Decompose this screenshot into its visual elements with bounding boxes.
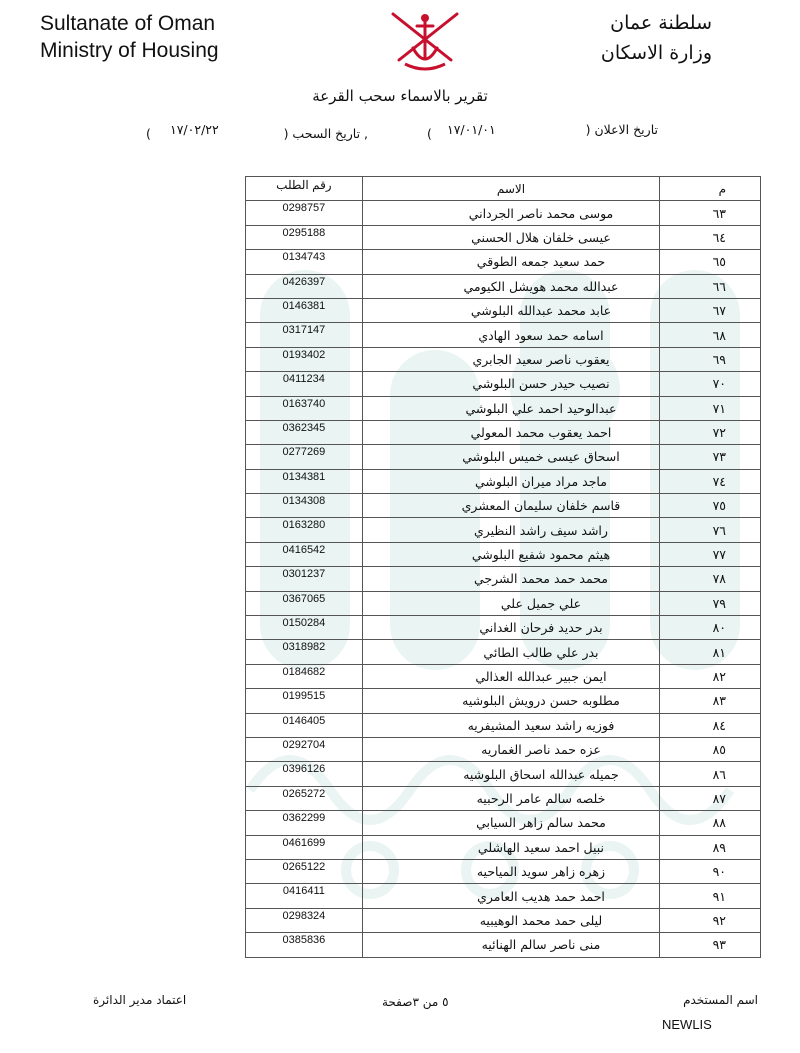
row-name: ليلى حمد محمد الوهيبيه xyxy=(362,908,659,932)
table-row xyxy=(246,689,761,713)
table-row xyxy=(246,884,761,908)
row-request-number: 0292704 xyxy=(246,737,363,761)
table-row xyxy=(246,396,761,420)
arabic-header-line2: وزارة الاسكان xyxy=(600,42,712,64)
row-name: ايمن جبير عبدالله العذالي xyxy=(362,664,659,688)
row-number: ٧٣ xyxy=(660,445,761,469)
row-number: ٩٠ xyxy=(660,859,761,883)
table-row xyxy=(246,347,761,371)
row-name: زهره زاهر سويد المياحيه xyxy=(362,859,659,883)
row-number: ٦٦ xyxy=(660,274,761,298)
table-row xyxy=(246,372,761,396)
row-name: محمد سالم زاهر السيابي xyxy=(362,811,659,835)
row-name: راشد سيف راشد النظيري xyxy=(362,518,659,542)
table-row xyxy=(246,225,761,249)
row-request-number: 0318982 xyxy=(246,640,363,664)
table-row xyxy=(246,664,761,688)
row-name: منى ناصر سالم الهنائيه xyxy=(362,933,659,957)
row-request-number: 0134308 xyxy=(246,494,363,518)
table-row xyxy=(246,518,761,542)
row-request-number: 0150284 xyxy=(246,616,363,640)
row-number: ٦٣ xyxy=(660,201,761,225)
row-name: احمد يعقوب محمد المعولي xyxy=(362,420,659,444)
row-name: عبدالوحيد احمد علي البلوشي xyxy=(362,396,659,420)
draw-results-table xyxy=(245,176,761,958)
row-number: ٨١ xyxy=(660,640,761,664)
row-name: علي جميل علي xyxy=(362,591,659,615)
row-request-number: 0295188 xyxy=(246,225,363,249)
table-row xyxy=(246,298,761,322)
row-name: ماجد مراد ميران البلوشي xyxy=(362,469,659,493)
row-name: عزه حمد ناصر الغماريه xyxy=(362,737,659,761)
row-request-number: 0396126 xyxy=(246,762,363,786)
row-name: قاسم خلفان سليمان المعشري xyxy=(362,494,659,518)
row-request-number: 0317147 xyxy=(246,323,363,347)
table-row xyxy=(246,762,761,786)
row-name: اسحاق عيسى خميس البلوشي xyxy=(362,445,659,469)
row-number: ٧٦ xyxy=(660,518,761,542)
row-number: ٦٥ xyxy=(660,250,761,274)
table-row xyxy=(246,786,761,810)
row-name: موسى محمد ناصر الجرداني xyxy=(362,201,659,225)
report-title: تقرير بالاسماء سحب القرعة xyxy=(312,87,488,105)
row-request-number: 0163280 xyxy=(246,518,363,542)
row-request-number: 0362345 xyxy=(246,420,363,444)
table-row xyxy=(246,835,761,859)
row-name: يعقوب ناصر سعيد الجابري xyxy=(362,347,659,371)
table-row xyxy=(246,811,761,835)
row-name: احمد حمد هديب العامري xyxy=(362,884,659,908)
row-number: ٧٢ xyxy=(660,420,761,444)
english-header-line2: Ministry of Housing xyxy=(40,39,219,62)
row-number: ٩٣ xyxy=(660,933,761,957)
announce-date-close: ) xyxy=(427,126,432,141)
row-name: نصيب حيدر حسن البلوشي xyxy=(362,372,659,396)
row-request-number: 0199515 xyxy=(246,689,363,713)
table-row xyxy=(246,469,761,493)
row-name: اسامه حمد سعود الهادي xyxy=(362,323,659,347)
header-number: م xyxy=(660,177,761,201)
row-request-number: 0134381 xyxy=(246,469,363,493)
row-number: ٧٤ xyxy=(660,469,761,493)
draw-date-label: , تاريخ السحب ( xyxy=(283,126,368,141)
row-number: ٨٩ xyxy=(660,835,761,859)
row-request-number: 0265122 xyxy=(246,859,363,883)
row-request-number: 0146381 xyxy=(246,298,363,322)
table-header-row xyxy=(246,177,761,201)
table-row xyxy=(246,908,761,932)
row-number: ٧٩ xyxy=(660,591,761,615)
row-request-number: 0184682 xyxy=(246,664,363,688)
table-row xyxy=(246,201,761,225)
row-number: ٨٦ xyxy=(660,762,761,786)
approval-label: اعتماد مدير الدائرة xyxy=(93,993,187,1007)
row-name: هيثم محمود شفيع البلوشي xyxy=(362,542,659,566)
row-request-number: 0193402 xyxy=(246,347,363,371)
table-row xyxy=(246,420,761,444)
row-request-number: 0411234 xyxy=(246,372,363,396)
table-row xyxy=(246,737,761,761)
row-number: ٧٥ xyxy=(660,494,761,518)
row-request-number: 0163740 xyxy=(246,396,363,420)
username-value: NEWLIS xyxy=(662,1017,712,1032)
header-request-number: رقم الطلب xyxy=(246,177,363,201)
row-number: ٩١ xyxy=(660,884,761,908)
row-name: بدر حديد فرحان الغداني xyxy=(362,616,659,640)
table-row xyxy=(246,616,761,640)
draw-date-value: ١٧/٠٢/٢٢ xyxy=(170,122,219,137)
row-name: عابد محمد عبدالله البلوشي xyxy=(362,298,659,322)
row-number: ٧٠ xyxy=(660,372,761,396)
row-request-number: 0265272 xyxy=(246,786,363,810)
row-number: ٦٧ xyxy=(660,298,761,322)
row-number: ٨٤ xyxy=(660,713,761,737)
row-request-number: 0362299 xyxy=(246,811,363,835)
row-request-number: 0298324 xyxy=(246,908,363,932)
row-name: نبيل احمد سعيد الهاشلي xyxy=(362,835,659,859)
table-row xyxy=(246,323,761,347)
row-request-number: 0298757 xyxy=(246,201,363,225)
row-name: فوزيه راشد سعيد المشيفريه xyxy=(362,713,659,737)
row-number: ٨٥ xyxy=(660,737,761,761)
arabic-header xyxy=(601,8,712,68)
table-row xyxy=(246,250,761,274)
table-row xyxy=(246,445,761,469)
announce-date-label: تاريخ الاعلان ( xyxy=(585,122,658,137)
row-name: حمد سعيد جمعه الطوقي xyxy=(362,250,659,274)
row-number: ٧١ xyxy=(660,396,761,420)
table-row xyxy=(246,933,761,957)
row-number: ٦٤ xyxy=(660,225,761,249)
table-row xyxy=(246,713,761,737)
english-header xyxy=(40,10,219,64)
table-row xyxy=(246,591,761,615)
draw-date-close: ) xyxy=(146,126,151,141)
arabic-header-line1: سلطنة عمان xyxy=(610,12,712,34)
row-request-number: 0134743 xyxy=(246,250,363,274)
row-request-number: 0146405 xyxy=(246,713,363,737)
row-name: عيسى خلفان هلال الحسني xyxy=(362,225,659,249)
table-row xyxy=(246,859,761,883)
row-number: ٨٢ xyxy=(660,664,761,688)
row-number: ٨٣ xyxy=(660,689,761,713)
table-row xyxy=(246,640,761,664)
row-name: جميله عبدالله اسحاق البلوشيه xyxy=(362,762,659,786)
row-number: ٨٨ xyxy=(660,811,761,835)
announce-date-value: ١٧/٠١/٠١ xyxy=(447,122,496,137)
table-row xyxy=(246,494,761,518)
row-name: خلصه سالم عامر الرحبيه xyxy=(362,786,659,810)
row-name: محمد حمد محمد الشرجي xyxy=(362,567,659,591)
row-number: ٧٨ xyxy=(660,567,761,591)
table-body xyxy=(246,201,761,957)
row-number: ٦٩ xyxy=(660,347,761,371)
row-number: ٩٢ xyxy=(660,908,761,932)
row-request-number: 0461699 xyxy=(246,835,363,859)
row-name: مطلوبه حسن درويش البلوشيه xyxy=(362,689,659,713)
row-request-number: 0426397 xyxy=(246,274,363,298)
header-name: الاسم xyxy=(362,177,659,201)
table-row xyxy=(246,542,761,566)
row-name: بدر علي طالب الطائي xyxy=(362,640,659,664)
row-request-number: 0385836 xyxy=(246,933,363,957)
english-header-line1: Sultanate of Oman xyxy=(40,12,216,35)
row-name: عبدالله محمد هويشل الكيومي xyxy=(362,274,659,298)
row-number: ٨٠ xyxy=(660,616,761,640)
row-request-number: 0367065 xyxy=(246,591,363,615)
row-request-number: 0416542 xyxy=(246,542,363,566)
user-name-label: اسم المستخدم xyxy=(683,993,758,1007)
row-request-number: 0416411 xyxy=(246,884,363,908)
row-number: ٧٧ xyxy=(660,542,761,566)
row-number: ٨٧ xyxy=(660,786,761,810)
row-request-number: 0301237 xyxy=(246,567,363,591)
row-request-number: 0277269 xyxy=(246,445,363,469)
oman-emblem-icon xyxy=(385,8,465,74)
page-info: ٥ من ٣صفحة xyxy=(382,995,449,1009)
table-row xyxy=(246,567,761,591)
table-row xyxy=(246,274,761,298)
row-number: ٦٨ xyxy=(660,323,761,347)
